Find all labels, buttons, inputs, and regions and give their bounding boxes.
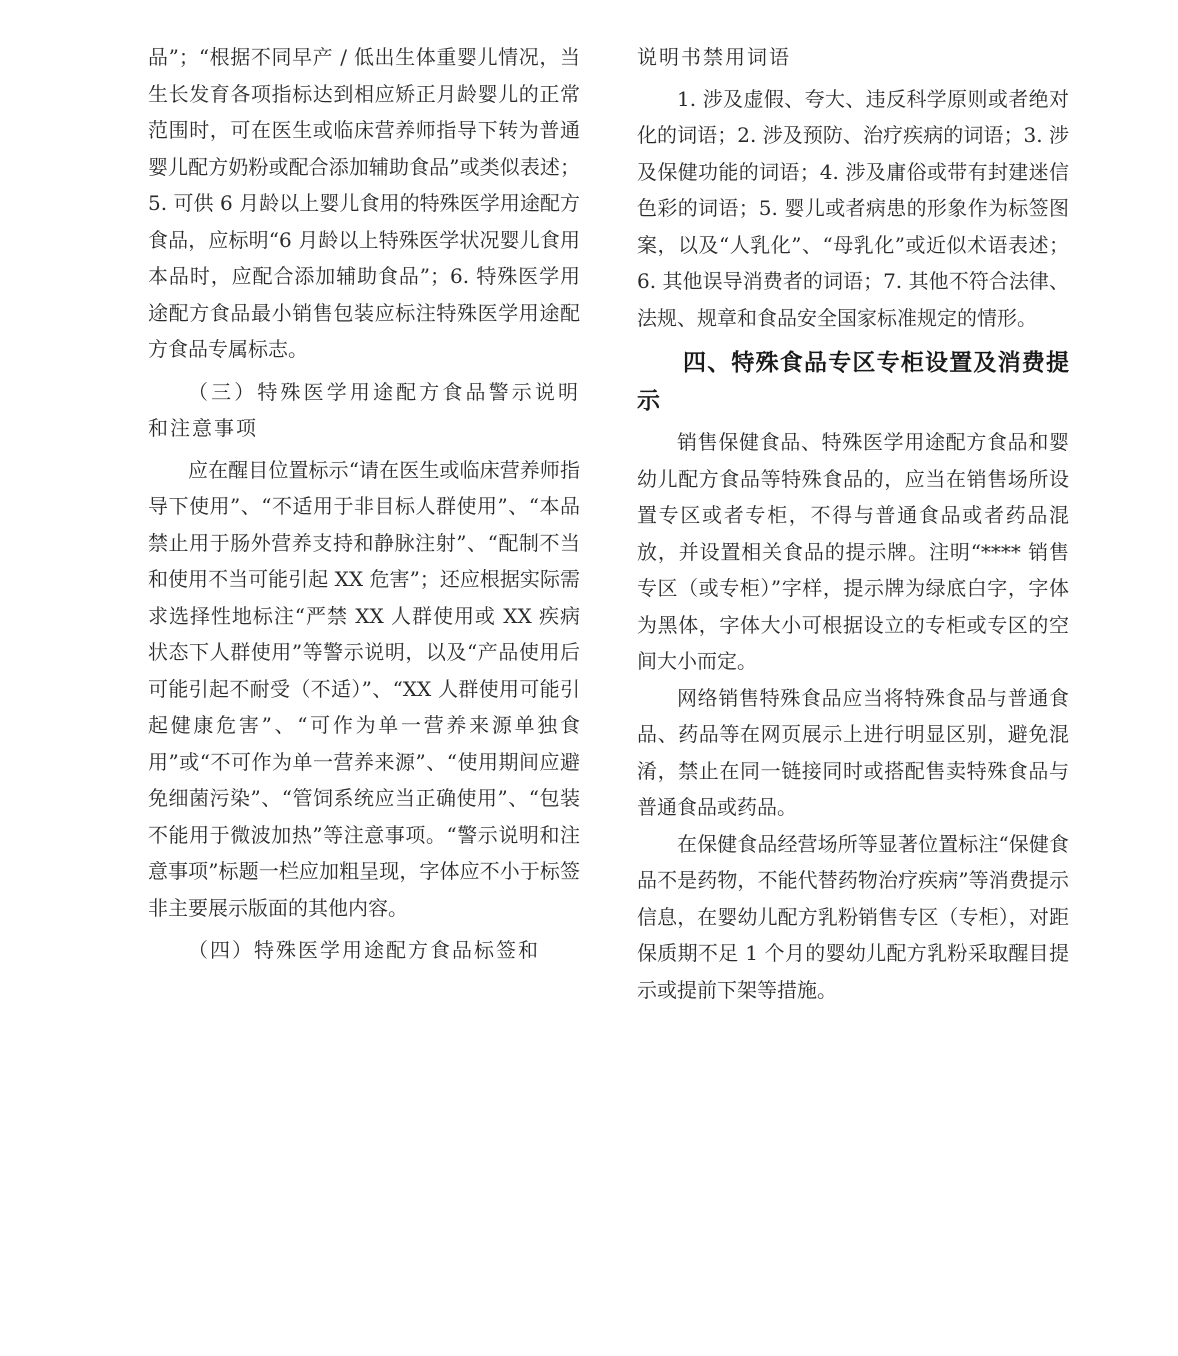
paragraph-continuation: 品”；“根据不同早产 / 低出生体重婴儿情况，当生长发育各项指标达到相应矫正月龄婴儿的正常范围时，可在医生或临床营养师指导下转为普通婴儿配方奶粉或配合添加辅助食品”或类似表述；5. 可供 6 月龄以上婴儿食用的特殊医学用途配方食品，应标明“6 月龄以上特殊医学状况婴儿食用本品时，应配合添加辅助食品”；6. 特殊医学用途配方食品最小销售包装应标注特殊医学用途配方食品专属标志。 — [148, 45, 580, 361]
paragraph-warnings: 应在醒目位置标示“请在医生或临床营养师指导下使用”、“不适用于非目标人群使用”、“本品禁止用于肠外营养支持和静脉注射”、“配制不当和使用不当可能引起 XX 危害”；还应根据实际需求选择性地标注“严禁 XX 人群使用或 XX 疾病状态下人群使用”等警示说明，以及“产品使用后可能引起不耐受（不适）”、“XX 人群使用可能引起健康危害”、“可作为单一营养来源单独食用”或“不可作为单一营养来源”、“使用期间应避免细菌污染”、“管饲系统应当正确使用”、“包装不能用于微波加热”等注意事项。“警示说明和注意事项”标题一栏应加粗呈现，字体应不小于标签非主要展示版面的其他内容。 — [148, 457, 580, 920]
subheading-4: （四）特殊医学用途配方食品标签和 — [188, 938, 540, 962]
left-column — [148, 39, 580, 974]
paragraph-special-area: 销售保健食品、特殊医学用途配方食品和婴幼儿配方食品等特殊食品的，应当在销售场所设置专区或者专柜，不得与普通食品或者药品混放，并设置相关食品的提示牌。注明“**** 销售专区（或专柜）”字样，提示牌为绿底白字，字体为黑体，字体大小可根据设立的专柜或专区的空间大小而定。 — [637, 430, 1069, 673]
paragraph-online-sales: 网络销售特殊食品应当将特殊食品与普通食品、药品等在网页展示上进行明显区别，避免混淆，禁止在同一链接同时或搭配售卖特殊食品与普通食品或药品。 — [637, 685, 1069, 819]
paragraph-forbidden-terms: 1. 涉及虚假、夸大、违反科学原则或者绝对化的词语；2. 涉及预防、治疗疾病的词语；3. 涉及保健功能的词语；4. 涉及庸俗或带有封建迷信色彩的词语；5. 婴儿或者病患的形象作为标签图案，以及“人乳化”、“母乳化”或近似术语表述；6. 其他误导消费者的词语；7. 其他不符合法律、法规、规章和食品安全国家标准规定的情形。 — [637, 86, 1069, 330]
section-heading-4: 四、特殊食品专区专柜设置及消费提示 — [637, 350, 1069, 414]
subheading-4-continued: 说明书禁用词语 — [637, 45, 791, 69]
right-column — [637, 39, 1069, 1008]
subheading-3: （三）特殊医学用途配方食品警示说明和注意事项 — [148, 379, 580, 440]
paragraph-consumer-notice: 在保健食品经营场所等显著位置标注“保健食品不是药物，不能代替药物治疗疾病”等消费提示信息，在婴幼儿配方乳粉销售专区（专柜），对距保质期不足 1 个月的婴幼儿配方乳粉采取醒目提示或提前下架等措施。 — [637, 831, 1069, 1002]
